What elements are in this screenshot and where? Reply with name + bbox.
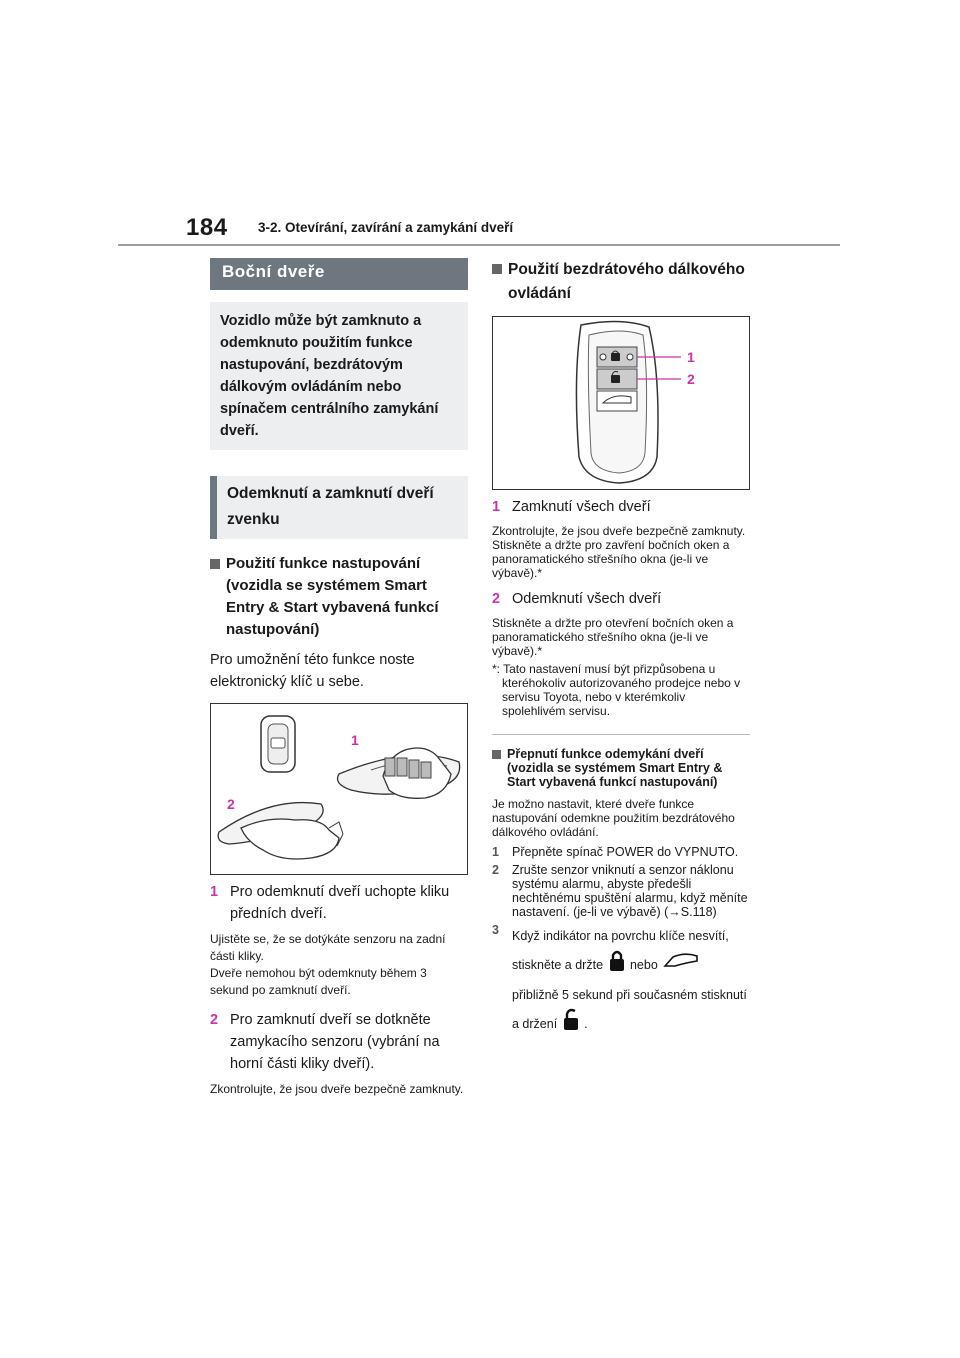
step-number: 2: [492, 863, 499, 877]
step-text: Pro odemknutí dveří uchopte kliku předních dveří.: [230, 884, 450, 922]
door-handle-figure: [210, 703, 468, 875]
step3-part-b: nebo: [629, 957, 658, 972]
key-fob-figure: [492, 316, 750, 490]
intro-box: Vozidlo může být zamknuto a odemknuto použitím funkce nastupování, bezdrátovým dálkovým ovládáním nebo spínačem centrálního zamykání dveří.: [210, 302, 468, 450]
step-text: Odemknutí všech dveří: [512, 591, 662, 607]
step-number: 2: [210, 1012, 219, 1028]
step-unlock-all: [492, 588, 750, 610]
page-number: 184: [186, 214, 228, 241]
step-number: 1: [210, 884, 219, 900]
step3-part-a: Když indikátor na povrchu klíče nesvítí, stiskněte a držte: [512, 929, 729, 972]
step-number: 1: [492, 845, 499, 859]
small-step-3: [492, 923, 750, 1041]
step-note: Stiskněte a držte pro otevření bočních oken a panoramatického střešního okna (je-li ve výbavě).*: [492, 616, 734, 658]
bullet-switch-unlock: [492, 747, 750, 789]
bullet-text: Přepnutí funkce odemykání dveří (vozidla se systémem Smart Entry & Start vybavená funkcí nastupování): [507, 747, 723, 789]
key-fob-illustration-icon: [493, 317, 749, 489]
step-text: Pro zamknutí dveří se dotkněte zamykacího senzoru (vybrání na horní části kliky dveří).: [230, 1012, 440, 1072]
chapter-title: 3-2. Otevírání, zavírání a zamykání dveří: [258, 220, 514, 235]
door-handle-illustration-icon: [211, 704, 467, 874]
right-column: [492, 258, 750, 1041]
header-rule: [118, 244, 840, 246]
figure-callout-2: 2: [687, 371, 695, 387]
bullet-square-icon: [210, 559, 220, 569]
bullet-text: Použití funkce nastupování (vozidla se systémem Smart Entry & Start vybavená funkcí nastupování): [226, 555, 439, 638]
bullet-entry-function: [210, 553, 468, 641]
step-lock-all: [492, 496, 750, 518]
step-note: Zkontrolujte, že jsou dveře bezpečně zamknuty. Stiskněte a držte pro zavření bočních oken a panoramatického střešního okna (je-li ve výbavě).*: [492, 524, 746, 580]
step-number: 2: [492, 591, 501, 607]
small-step-1: [492, 845, 750, 859]
footnote: *: Tato nastavení musí být přizpůsobena u kteréhokoliv autorizovaného prodejce nebo v servisu Toyota, nebo v kterémkoliv spolehlivém servisu.: [492, 662, 741, 718]
step-text: [512, 923, 750, 1041]
step-text: Zrušte senzor vniknutí a senzor náklonu systému alarmu, abyste předešli nechtěnému spuštění alarmu, když měníte nastavení. (je-li ve výbavě) (→S.118): [512, 863, 748, 919]
subsection-title: Odemknutí a zamknutí dveří zvenku: [210, 476, 468, 539]
step-text: Zamknutí všech dveří: [512, 499, 651, 515]
step-lock: [210, 1009, 468, 1075]
bullet-remote: [492, 258, 750, 306]
figure-callout-1: 1: [687, 349, 695, 365]
step-text: Přepněte spínač POWER do VYPNUTO.: [512, 845, 739, 859]
trunk-icon: [661, 951, 701, 980]
left-column: [210, 258, 468, 1098]
entry-instruction: Pro umožnění této funkce noste elektronický klíč u sebe.: [210, 652, 415, 690]
step-number: 3: [492, 923, 499, 937]
bullet-square-icon: [492, 264, 502, 274]
switch-description: Je možno nastavit, které dveře funkce nastupování odemkne použitím bezdrátového dálkového ovládání.: [492, 797, 735, 839]
section-divider: [492, 734, 750, 735]
small-step-2: [492, 863, 750, 919]
step-number: 1: [492, 499, 501, 515]
step3-part-d: .: [584, 1016, 588, 1031]
figure-callout-1: 1: [351, 732, 359, 748]
unlock-icon: [561, 1008, 581, 1041]
step-note: Ujistěte se, že se dotýkáte senzoru na zadní části kliky. Dveře nemohou být odemknuty během 3 sekund po zamknutí dveří.: [210, 932, 446, 997]
step-note: Zkontrolujte, že jsou dveře bezpečně zamknuty.: [210, 1082, 464, 1096]
figure-callout-2: 2: [227, 796, 235, 812]
step-unlock: [210, 881, 468, 925]
bullet-square-icon: [492, 750, 501, 759]
lock-icon: [607, 949, 627, 982]
step3-part-c: přibližně 5 sekund při současném stisknutí a držení: [512, 988, 747, 1031]
bullet-text: Použití bezdrátového dálkového ovládání: [508, 261, 745, 302]
section-title: Boční dveře: [210, 258, 468, 290]
